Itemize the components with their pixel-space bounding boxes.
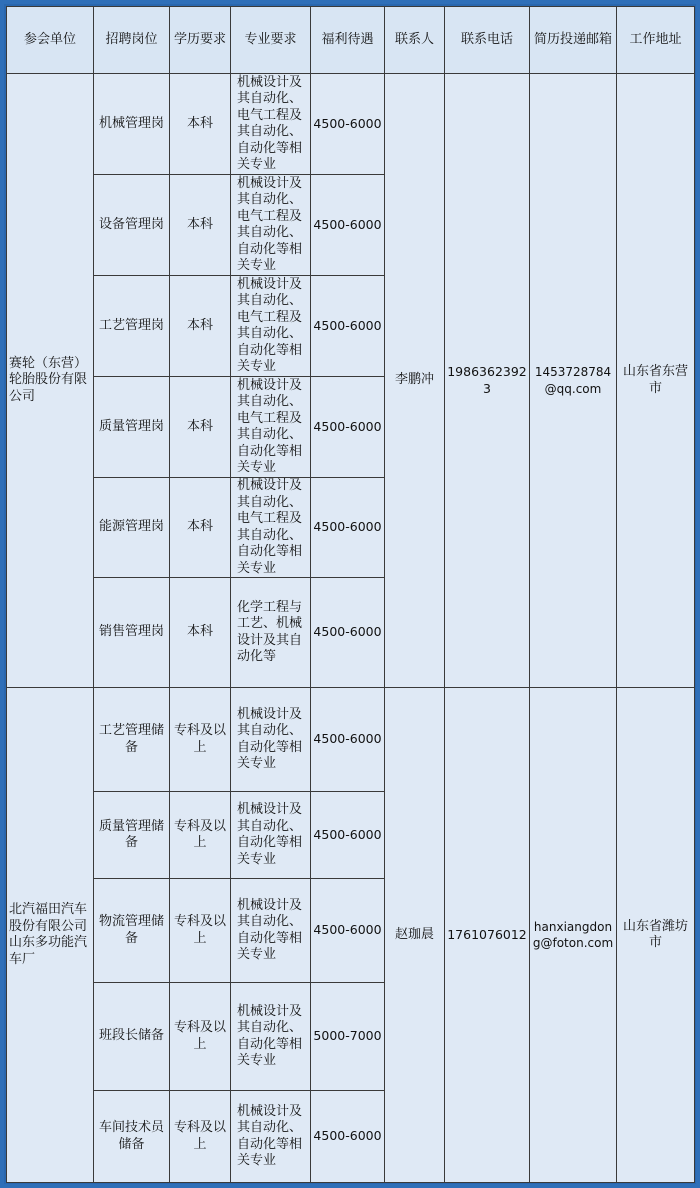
header-phone: 联系电话: [445, 7, 530, 74]
contact-phone: 19863623923: [445, 74, 530, 688]
job-position: 质量管理储备: [94, 792, 170, 879]
job-position: 机械管理岗: [94, 74, 170, 175]
job-major: 机械设计及其自动化、自动化等相关专业: [231, 879, 311, 983]
job-education: 本科: [170, 578, 231, 688]
job-major: 机械设计及其自动化、电气工程及其自动化、自动化等相关专业: [231, 478, 311, 578]
job-education: 专科及以上: [170, 688, 231, 792]
job-education: 本科: [170, 377, 231, 478]
job-position: 工艺管理储备: [94, 688, 170, 792]
job-salary: 4500-6000: [311, 578, 385, 688]
resume-email: 1453728784@qq.com: [530, 74, 617, 688]
job-education: 专科及以上: [170, 1091, 231, 1183]
job-position: 能源管理岗: [94, 478, 170, 578]
table-row: [7, 74, 695, 175]
job-major: 机械设计及其自动化、电气工程及其自动化、自动化等相关专业: [231, 175, 311, 276]
contact-person: 李鹏冲: [385, 74, 445, 688]
contact-phone: 1761076012: [445, 688, 530, 1183]
job-position: 班段长储备: [94, 983, 170, 1091]
job-salary: 4500-6000: [311, 478, 385, 578]
work-address: 山东省东营市: [617, 74, 695, 688]
header-row: [7, 7, 695, 74]
job-education: 专科及以上: [170, 983, 231, 1091]
job-salary: 4500-6000: [311, 792, 385, 879]
job-education: 本科: [170, 175, 231, 276]
job-position: 工艺管理岗: [94, 276, 170, 377]
job-education: 本科: [170, 74, 231, 175]
company-name: 北汽福田汽车股份有限公司山东多功能汽车厂: [7, 688, 94, 1183]
job-major: 机械设计及其自动化、自动化等相关专业: [231, 1091, 311, 1183]
header-position: 招聘岗位: [94, 7, 170, 74]
recruitment-table: [6, 6, 695, 1183]
job-salary: 4500-6000: [311, 175, 385, 276]
job-salary: 4500-6000: [311, 1091, 385, 1183]
contact-person: 赵珈晨: [385, 688, 445, 1183]
header-company: 参会单位: [7, 7, 94, 74]
job-salary: 4500-6000: [311, 688, 385, 792]
job-position: 物流管理储备: [94, 879, 170, 983]
header-email: 简历投递邮箱: [530, 7, 617, 74]
header-address: 工作地址: [617, 7, 695, 74]
job-education: 专科及以上: [170, 792, 231, 879]
job-position: 车间技术员储备: [94, 1091, 170, 1183]
job-education: 本科: [170, 478, 231, 578]
page-frame: [4, 4, 696, 1184]
header-contact: 联系人: [385, 7, 445, 74]
header-education: 学历要求: [170, 7, 231, 74]
job-education: 本科: [170, 276, 231, 377]
job-salary: 4500-6000: [311, 74, 385, 175]
job-salary: 4500-6000: [311, 377, 385, 478]
job-major: 化学工程与工艺、机械设计及其自动化等: [231, 578, 311, 688]
job-position: 设备管理岗: [94, 175, 170, 276]
job-major: 机械设计及其自动化、电气工程及其自动化、自动化等相关专业: [231, 276, 311, 377]
header-salary: 福利待遇: [311, 7, 385, 74]
job-position: 销售管理岗: [94, 578, 170, 688]
resume-email: hanxiangdong@foton.com: [530, 688, 617, 1183]
job-salary: 5000-7000: [311, 983, 385, 1091]
job-position: 质量管理岗: [94, 377, 170, 478]
job-major: 机械设计及其自动化、自动化等相关专业: [231, 792, 311, 879]
table-row: [7, 688, 695, 792]
job-major: 机械设计及其自动化、电气工程及其自动化、自动化等相关专业: [231, 377, 311, 478]
job-salary: 4500-6000: [311, 879, 385, 983]
work-address: 山东省潍坊市: [617, 688, 695, 1183]
job-major: 机械设计及其自动化、自动化等相关专业: [231, 983, 311, 1091]
job-major: 机械设计及其自动化、自动化等相关专业: [231, 688, 311, 792]
job-major: 机械设计及其自动化、电气工程及其自动化、自动化等相关专业: [231, 74, 311, 175]
company-name: 赛轮（东营）轮胎股份有限公司: [7, 74, 94, 688]
header-major: 专业要求: [231, 7, 311, 74]
job-education: 专科及以上: [170, 879, 231, 983]
job-salary: 4500-6000: [311, 276, 385, 377]
